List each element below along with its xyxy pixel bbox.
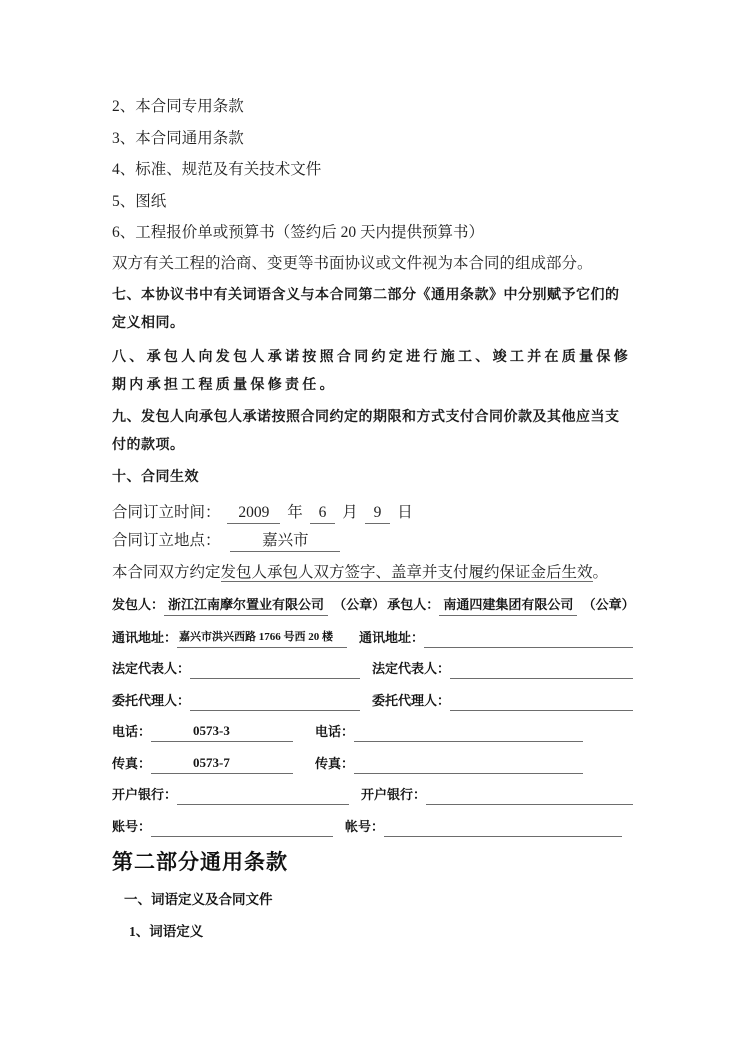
field-row-address <box>112 624 633 652</box>
clause-7: 七、本协议书中有关词语含义与本合同第二部分《通用条款》中分别赋予它们的定义相同。 <box>112 287 620 331</box>
part2-heading: 第二部分通用条款 <box>112 849 288 874</box>
contractor-bank-label: 开户银行： <box>361 787 427 802</box>
contractor-account-label: 帐号： <box>345 818 385 834</box>
employer-account-label: 账号： <box>112 818 152 834</box>
employer-legal-rep-field <box>190 661 360 679</box>
employer-label: 发包人： <box>112 596 165 612</box>
day-suffix: 日 <box>397 503 413 521</box>
contractor-address-label: 通讯地址： <box>359 629 425 645</box>
contract-place-line <box>112 527 633 555</box>
year-suffix: 年 <box>287 503 303 521</box>
field-row-fax <box>112 750 633 778</box>
contractor-account-value <box>384 819 622 836</box>
attachment-list-item-3: 3、本合同通用条款 <box>112 129 244 147</box>
contract-date-day-field: 9 <box>365 503 391 524</box>
employer-address-value: 嘉兴市洪兴西路 1766 号西 20 楼 <box>179 630 334 643</box>
field-row-phone <box>112 718 633 746</box>
contractor-legal-rep-label: 法定代表人： <box>372 661 451 676</box>
contractor-address-value <box>424 630 633 647</box>
employer-agent-value <box>190 693 360 710</box>
contract-date-label: 合同订立时间： <box>112 503 221 521</box>
contractor-seal-note: （公章） <box>582 596 635 612</box>
effect-underlined-text: 发包人承包人双方签字、盖章并支付履约保证金后生效 <box>220 563 593 581</box>
section-1-heading: 一、词语定义及合同文件 <box>124 891 273 907</box>
contractor-fax-value <box>354 756 583 773</box>
clause-9: 九、发包人向承包人承诺按照合同约定的期限和方式支付合同价款及其他应当支付的款项。 <box>112 409 620 453</box>
contractor-fax-field <box>354 756 583 774</box>
contractor-name-field: 南通四建集团有限公司 <box>439 595 577 616</box>
employer-address-label: 通讯地址： <box>112 629 178 645</box>
field-row-legal-rep <box>112 655 633 683</box>
employer-account-field <box>151 819 333 837</box>
employer-bank-label: 开户银行： <box>112 787 178 802</box>
contractor-fax-label: 传真： <box>315 755 355 771</box>
attachment-list-item-5: 5、图纸 <box>112 192 167 210</box>
subsection-1-heading: 1、词语定义 <box>129 923 204 939</box>
employer-agent-field <box>190 693 360 711</box>
employer-seal-note: （公章） <box>333 596 386 612</box>
employer-bank-field <box>177 787 349 805</box>
contract-effect-line <box>112 559 633 587</box>
employer-fax-field <box>151 753 293 774</box>
contractor-address-field <box>424 630 633 648</box>
employer-address-field <box>177 627 347 648</box>
month-suffix: 月 <box>342 503 358 521</box>
employer-fax-value: 0573-7 <box>193 754 230 770</box>
effect-prefix: 本合同双方约定 <box>112 563 221 581</box>
contractor-bank-field <box>426 787 633 805</box>
employer-agent-label: 委托代理人： <box>112 692 191 708</box>
employer-account-value <box>151 819 333 836</box>
contractor-legal-rep-value <box>450 661 633 678</box>
contractor-agent-field <box>450 693 633 711</box>
contractor-agent-label: 委托代理人： <box>372 692 451 708</box>
field-row-bank <box>112 781 633 809</box>
employer-bank-value <box>177 787 349 804</box>
contract-date-line <box>112 499 633 527</box>
contractor-phone-field <box>354 724 583 742</box>
contractor-label: 承包人： <box>387 596 440 612</box>
employer-phone-field <box>151 721 293 742</box>
employer-phone-value: 0573-3 <box>193 723 230 738</box>
effect-suffix: 。 <box>592 563 609 581</box>
contract-place-label: 合同订立地点： <box>112 531 221 549</box>
employer-legal-rep-label: 法定代表人： <box>112 661 191 676</box>
clause-8: 八、承包人向发包人承诺按照合同约定进行施工、竣工并在质量保修期内承担工程质量保修责任。 <box>112 349 631 393</box>
attachment-list-item-6: 6、工程报价单或预算书（签约后 20 天内提供预算书） <box>112 224 485 241</box>
attachments-note-paragraph: 双方有关工程的洽商、变更等书面协议或文件视为本合同的组成部分。 <box>112 254 593 272</box>
clause-10-heading: 十、合同生效 <box>112 469 199 485</box>
employer-legal-rep-value <box>190 661 360 678</box>
contractor-legal-rep-field <box>450 661 633 679</box>
parties-signature-line <box>112 591 633 619</box>
contractor-account-field <box>384 819 622 837</box>
contract-place-field: 嘉兴市 <box>230 531 340 552</box>
field-row-agent <box>112 687 633 715</box>
contractor-phone-label: 电话： <box>315 724 355 739</box>
employer-name-field: 浙江江南摩尔置业有限公司 <box>164 595 328 616</box>
contractor-bank-value <box>426 787 633 804</box>
contractor-agent-value <box>450 693 633 710</box>
contractor-phone-value <box>354 724 583 741</box>
contract-date-year-field: 2009 <box>227 503 280 524</box>
employer-fax-label: 传真： <box>112 755 152 771</box>
employer-phone-label: 电话： <box>112 724 152 739</box>
attachment-list-item-4: 4、标准、规范及有关技术文件 <box>112 161 322 178</box>
field-row-account <box>112 813 633 841</box>
attachment-list-item-2: 2、本合同专用条款 <box>112 98 244 115</box>
contract-date-month-field: 6 <box>310 503 336 524</box>
